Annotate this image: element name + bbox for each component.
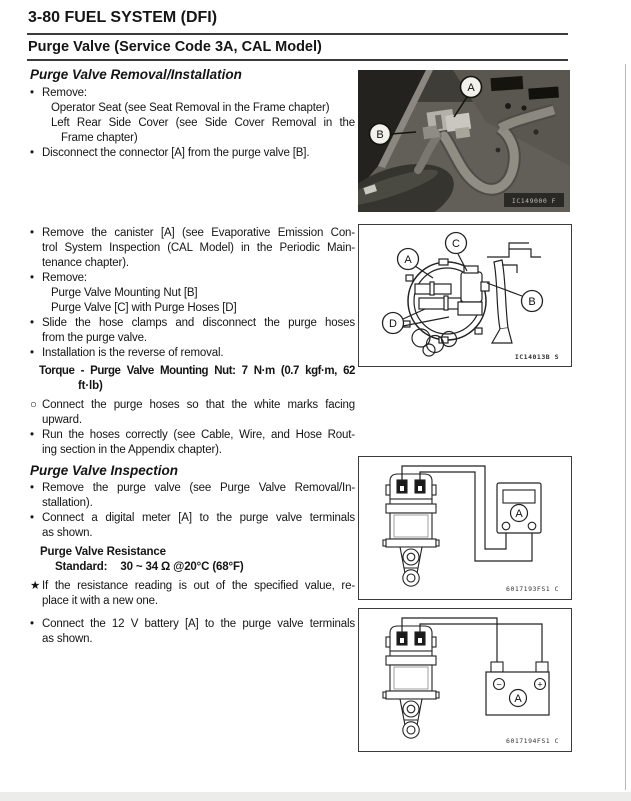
line-text: Purge Valve Resistance	[40, 546, 166, 558]
purge-valve-drawing	[383, 474, 439, 586]
text-line	[30, 413, 355, 428]
page-edge-line	[625, 64, 626, 790]
text-line	[30, 331, 355, 346]
star-marker: ★	[30, 580, 41, 592]
line-text: ft·lb)	[78, 380, 103, 392]
subheader-rule	[27, 59, 568, 61]
text-line	[30, 301, 355, 316]
line-text: Torque - Purge Valve Mounting Nut: 7 N·m (0.7 kgf·m, 62	[39, 365, 355, 377]
text-line	[30, 131, 355, 146]
line-text: Connect the purge hoses so that the white marks facing	[42, 399, 355, 411]
text-line	[30, 496, 355, 511]
label-a: A	[514, 693, 522, 705]
line-text: Remove:	[42, 87, 87, 99]
line-text: Installation is the reverse of removal.	[42, 347, 224, 359]
bullet-marker: •	[30, 317, 34, 329]
label-b: B	[376, 129, 384, 141]
text-line	[30, 617, 355, 632]
line-text: Operator Seat (see Seat Removal in the Frame chapter)	[51, 102, 330, 114]
line-text: tenance chapter).	[42, 257, 129, 269]
resistance-spec-value	[30, 560, 355, 575]
bullet-marker: •	[30, 482, 34, 494]
figure-code: 6017194FS1 C	[506, 737, 559, 745]
figure-code: IC149000 F	[511, 197, 557, 205]
figure-photo-purge-valve-location	[358, 70, 570, 212]
figure-diagram-meter-test	[358, 456, 572, 600]
text-line	[30, 116, 355, 131]
line-text: Purge Valve Mounting Nut [B]	[51, 287, 198, 299]
spec-value: 30 ~ 34 Ω @20°C (68°F)	[120, 561, 244, 573]
label-a: A	[515, 508, 523, 520]
removal-block-2	[30, 226, 355, 458]
heading-removal: Purge Valve Removal/Installation	[30, 67, 242, 82]
line-text: Slide the hose clamps and disconnect the purge hoses	[42, 317, 355, 329]
plus-sign: +	[537, 679, 543, 690]
inspection-block	[30, 481, 355, 647]
text-line	[30, 594, 355, 609]
text-line	[30, 226, 355, 241]
text-line	[30, 632, 355, 647]
label-a: A	[467, 82, 475, 94]
text-line	[30, 346, 355, 361]
label-d: D	[389, 318, 397, 330]
line-text: Connect a digital meter [A] to the purge valve terminals	[42, 512, 355, 524]
bullet-marker: •	[30, 429, 34, 441]
line-text: Remove:	[42, 272, 87, 284]
circle-marker: ○	[30, 399, 37, 411]
line-text: Frame chapter)	[61, 132, 138, 144]
line-text: upward.	[42, 414, 82, 426]
removal-block-1	[30, 86, 355, 161]
resistance-spec-title	[30, 545, 355, 560]
page-title: 3-80 FUEL SYSTEM (DFI)	[28, 9, 218, 26]
bullet-marker: •	[30, 618, 34, 630]
purge-valve-drawing	[383, 626, 439, 738]
bullet-marker: •	[30, 347, 34, 359]
label-c: C	[452, 238, 460, 250]
bullet-marker: •	[30, 227, 34, 239]
text-line	[30, 86, 355, 101]
line-text: trol System Inspection (CAL Model) in the Periodic Main-	[42, 242, 355, 254]
line-text: If the resistance reading is out of the specified value, re-	[42, 580, 355, 592]
battery-drawing	[486, 662, 549, 715]
line-text: Remove the purge valve (see Purge Valve Removal/In-	[42, 482, 355, 494]
text-line	[30, 256, 355, 271]
text-line	[30, 428, 355, 443]
line-text: Run the hoses correctly (see Cable, Wire, and Hose Rout-	[42, 429, 355, 441]
line-text: Disconnect the connector [A] from the purge valve [B].	[42, 147, 310, 159]
label-a: A	[404, 254, 412, 266]
figure-diagram-canister	[358, 224, 572, 367]
bullet-marker: •	[30, 272, 34, 284]
line-text: from the purge valve.	[42, 332, 147, 344]
meter-test-diagram	[359, 457, 569, 597]
line-text: stallation).	[42, 497, 93, 509]
text-line	[30, 316, 355, 331]
torque-spec-line	[30, 379, 355, 394]
bullet-marker: •	[30, 87, 34, 99]
torque-spec-line	[30, 364, 355, 379]
figure-code: IC14013B S	[514, 353, 559, 361]
text-line	[30, 241, 355, 256]
text-line	[30, 271, 355, 286]
text-line	[30, 398, 355, 413]
bullet-marker: •	[30, 512, 34, 524]
line-text: ing section in the Appendix chapter).	[42, 444, 222, 456]
line-text: place it with a new one.	[42, 595, 158, 607]
bullet-marker: •	[30, 147, 34, 159]
text-line	[30, 443, 355, 458]
line-text: as shown.	[42, 527, 93, 539]
spec-label: Standard:	[55, 561, 108, 573]
text-line	[30, 146, 355, 161]
figure-code: 6017193FS1 C	[506, 585, 559, 593]
section-title: Purge Valve (Service Code 3A, CAL Model)	[28, 39, 322, 55]
header-rule	[27, 33, 568, 35]
text-line	[30, 481, 355, 496]
minus-sign: −	[496, 679, 502, 690]
text-line	[30, 526, 355, 541]
line-text: Connect the 12 V battery [A] to the purge valve terminals	[42, 618, 355, 630]
page-bottom-shadow	[0, 792, 631, 801]
figure-diagram-battery-test	[358, 608, 572, 752]
line-text: Purge Valve [C] with Purge Hoses [D]	[51, 302, 237, 314]
line-text: as shown.	[42, 633, 93, 645]
heading-inspection: Purge Valve Inspection	[30, 463, 179, 478]
text-line	[30, 101, 355, 116]
text-line	[30, 579, 355, 594]
label-b: B	[528, 296, 536, 308]
line-text: Left Rear Side Cover (see Side Cover Removal in the	[51, 117, 355, 129]
text-line	[30, 511, 355, 526]
line-text: Remove the canister [A] (see Evaporative Emission Con-	[42, 227, 355, 239]
text-line	[30, 286, 355, 301]
battery-test-diagram	[359, 609, 569, 749]
digital-meter-drawing	[497, 483, 541, 533]
purge-valve-photo	[358, 70, 570, 212]
canister-diagram	[359, 225, 569, 364]
